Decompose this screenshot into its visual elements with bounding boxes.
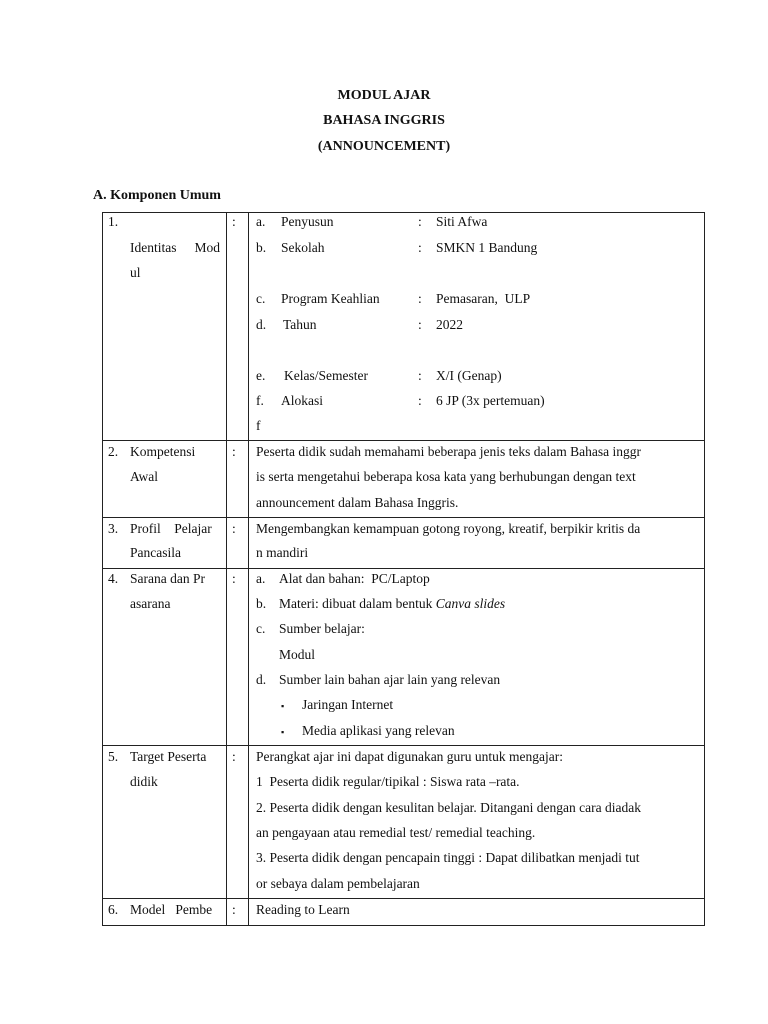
row-label: Pancasila xyxy=(130,545,181,560)
list-item: Media aplikasi yang relevan xyxy=(302,723,455,738)
row-number: 1. xyxy=(108,214,119,229)
row-label: ul xyxy=(130,265,141,280)
section-heading: A. Komponen Umum xyxy=(93,188,221,203)
item-key: Penyusun xyxy=(281,214,334,229)
row-text: Reading to Learn xyxy=(256,902,350,917)
row-text: 3. Peserta didik dengan pencapain tinggi : Dapat dilibatkan menjadi tut xyxy=(256,850,640,865)
item-text-regular: Materi: dibuat dalam bentuk xyxy=(279,596,436,611)
document-title-line1: MODUL AJAR xyxy=(337,88,431,103)
row-number: 3. xyxy=(108,521,119,536)
row-label: didik xyxy=(130,774,158,789)
item-letter: b. xyxy=(256,240,267,255)
item-text xyxy=(279,596,505,612)
components-table xyxy=(102,212,705,926)
row-number: 2. xyxy=(108,444,119,459)
item-key: Sekolah xyxy=(281,240,325,255)
row-label: Profil Pelajar xyxy=(130,521,212,536)
item-key: Kelas/Semester xyxy=(284,368,368,383)
item-value: SMKN 1 Bandung xyxy=(436,240,538,255)
row-label: Model Pembe xyxy=(130,902,213,917)
item-colon: : xyxy=(418,291,422,306)
item-key: Alokasi xyxy=(281,393,323,408)
document-title-line3: (ANNOUNCEMENT) xyxy=(317,139,451,154)
item-letter: e. xyxy=(256,368,266,383)
row-colon: : xyxy=(232,444,236,459)
row-colon: : xyxy=(232,749,236,764)
item-letter: b. xyxy=(256,596,267,611)
row-label: Kompetensi xyxy=(130,444,196,459)
item-text: Modul xyxy=(279,647,316,662)
row-text: Perangkat ajar ini dapat digunakan guru untuk mengajar: xyxy=(256,749,564,764)
list-item: Jaringan Internet xyxy=(302,697,394,712)
item-colon: : xyxy=(418,368,422,383)
item-letter: d. xyxy=(256,317,267,332)
row-label: Sarana dan Pr xyxy=(130,571,205,586)
column-divider xyxy=(226,212,227,926)
item-colon: : xyxy=(418,240,422,255)
row-text: Mengembangkan kemampuan gotong royong, kreatif, berpikir kritis da xyxy=(256,521,641,536)
document-title-line2: BAHASA INGGRIS xyxy=(323,113,445,128)
item-text: Sumber belajar: xyxy=(279,621,365,636)
row-label: Target Peserta xyxy=(130,749,207,764)
item-letter: c. xyxy=(256,621,266,636)
item-key: Tahun xyxy=(283,317,317,332)
item-text: Sumber lain bahan ajar lain yang relevan xyxy=(279,672,501,687)
item-letter: a. xyxy=(256,571,266,586)
item-colon: : xyxy=(418,393,422,408)
row-text: Peserta didik sudah memahami beberapa jenis teks dalam Bahasa inggr xyxy=(256,444,642,459)
row-colon: : xyxy=(232,571,236,586)
row-colon: : xyxy=(232,521,236,536)
item-letter: d. xyxy=(256,672,267,687)
row-text: n mandiri xyxy=(256,545,309,560)
bullet-icon: ▪ xyxy=(281,727,285,737)
column-divider xyxy=(248,212,249,926)
item-value: 2022 xyxy=(436,317,463,332)
item-letter: a. xyxy=(256,214,266,229)
row-text: 1 Peserta didik regular/tipikal : Siswa rata –rata. xyxy=(256,774,520,789)
row-divider xyxy=(102,568,705,569)
item-colon: : xyxy=(418,214,422,229)
item-value: 6 JP (3x pertemuan) xyxy=(436,393,545,408)
item-text-italic: Canva slides xyxy=(435,596,506,611)
item-value: Siti Afwa xyxy=(436,214,488,229)
row-colon: : xyxy=(232,902,236,917)
item-key: Program Keahlian xyxy=(281,291,380,306)
row-text: is serta mengetahui beberapa kosa kata yang berhubungan dengan text xyxy=(256,469,636,484)
row-label: Identitas Mod xyxy=(130,240,220,255)
row-number: 5. xyxy=(108,749,119,764)
bullet-icon: ▪ xyxy=(281,701,285,711)
item-letter: c. xyxy=(256,291,266,306)
row-colon: : xyxy=(232,214,236,229)
row-text: or sebaya dalam pembelajaran xyxy=(256,876,420,891)
row-label: asarana xyxy=(130,596,171,611)
row-divider xyxy=(102,745,705,746)
row-number: 6. xyxy=(108,902,119,917)
item-value: X/I (Genap) xyxy=(436,368,502,383)
item-letter: f. xyxy=(256,393,264,408)
row-label: Awal xyxy=(130,469,159,484)
row-text: 2. Peserta didik dengan kesulitan belajar. Ditangani dengan cara diadak xyxy=(256,800,641,815)
item-letter: f xyxy=(256,418,261,433)
item-text: Alat dan bahan: PC/Laptop xyxy=(279,571,430,586)
item-value: Pemasaran, ULP xyxy=(436,291,531,306)
row-text: an pengayaan atau remedial test/ remedial teaching. xyxy=(256,825,536,840)
row-divider xyxy=(102,898,705,899)
item-colon: : xyxy=(418,317,422,332)
row-divider xyxy=(102,440,705,441)
row-divider xyxy=(102,517,705,518)
row-text: announcement dalam Bahasa Inggris. xyxy=(256,495,459,510)
row-number: 4. xyxy=(108,571,119,586)
